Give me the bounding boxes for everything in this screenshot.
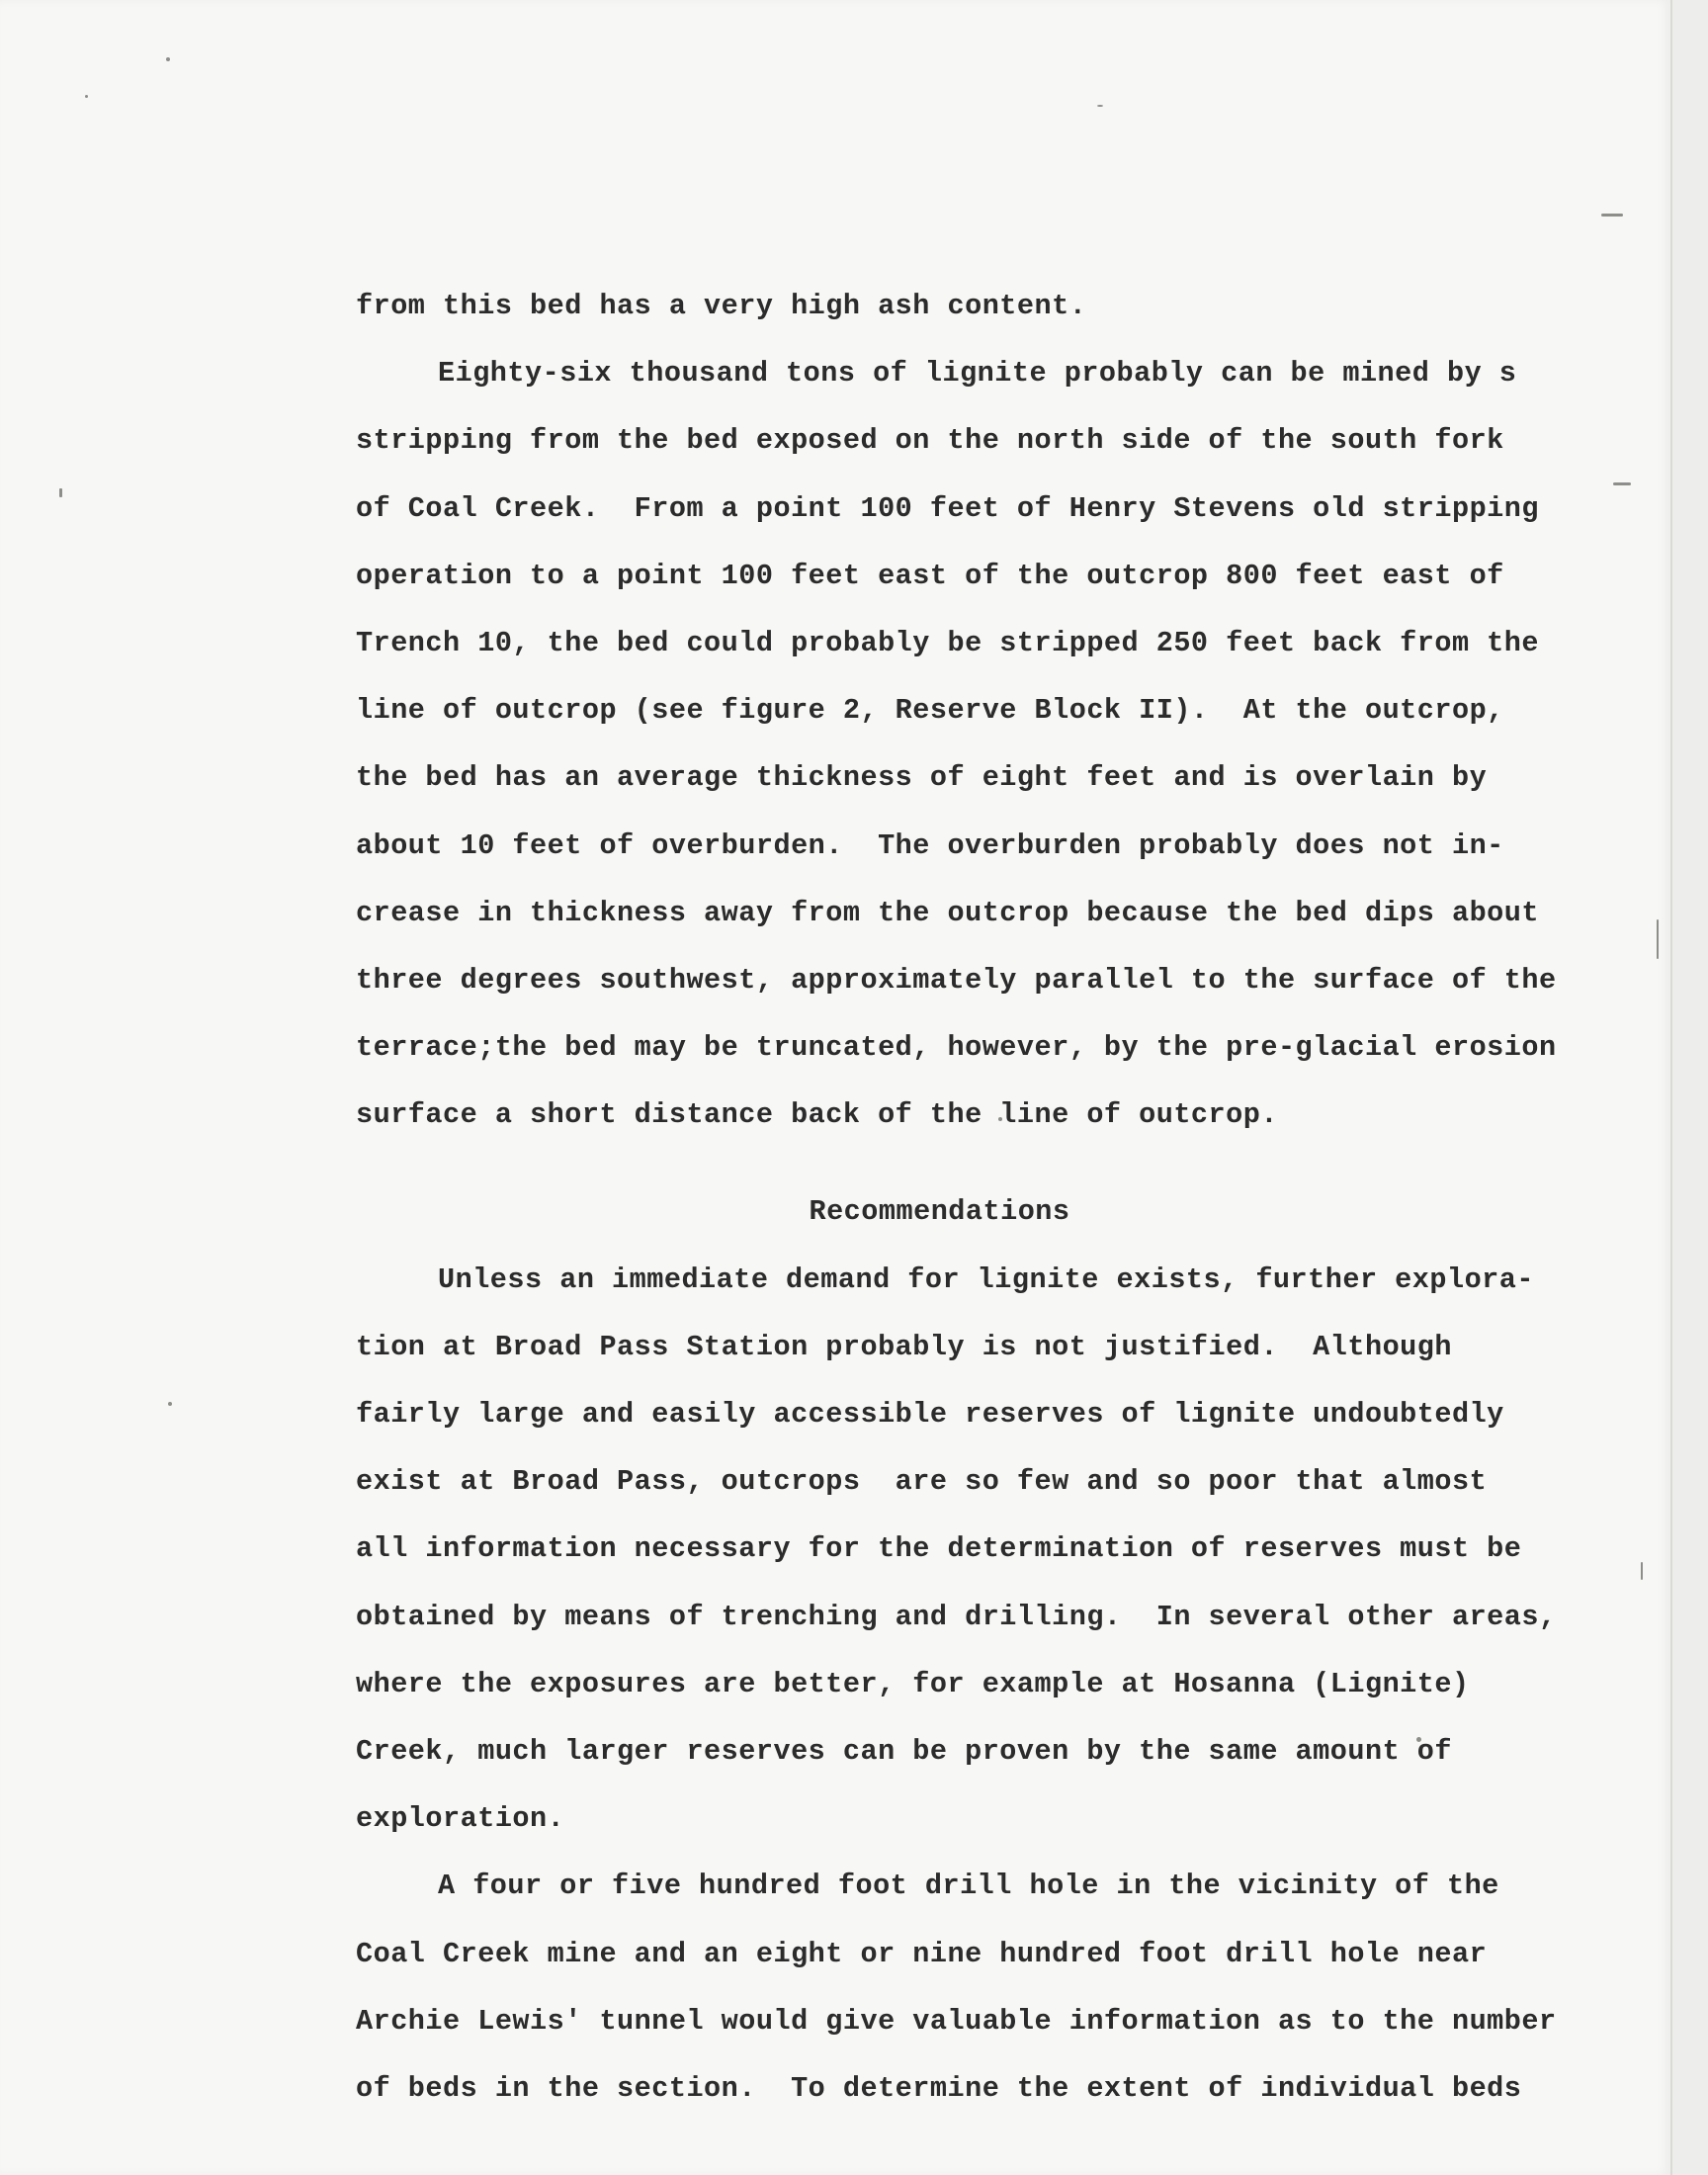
text-line: all information necessary for the determination of reserves must be bbox=[356, 1532, 1522, 1566]
text-line: operation to a point 100 feet east of the outcrop 800 feet east of bbox=[356, 559, 1504, 592]
text-line: Coal Creek mine and an eight or nine hundred foot drill hole near bbox=[356, 1937, 1488, 1970]
text-line: line of outcrop (see figure 2, Reserve Block II). At the outcrop, bbox=[356, 694, 1504, 728]
text-line: Eighty-six thousand tons of lignite probably can be mined by s bbox=[438, 357, 1517, 391]
text-line: from this bed has a very high ash content. bbox=[356, 290, 1087, 322]
text-line: Creek, much larger reserves can be proven by the same amount of bbox=[356, 1734, 1452, 1768]
text-line: Unless an immediate demand for lignite exists, further explora- bbox=[438, 1262, 1534, 1296]
text-line: of Coal Creek. From a point 100 feet of Henry Stevens old stripping bbox=[356, 491, 1539, 525]
text-line: exploration. bbox=[356, 1802, 565, 1836]
text-line: obtained by means of trenching and drilling. In several other areas, bbox=[356, 1600, 1557, 1633]
text-line: Archie Lewis' tunnel would give valuable information as to the number bbox=[356, 2004, 1557, 2038]
text-line: the bed has an average thickness of eight feet and is overlain by bbox=[356, 761, 1488, 795]
text-line: tion at Broad Pass Station probably is not justified. Although bbox=[356, 1330, 1452, 1363]
section-heading: Recommendations bbox=[809, 1195, 1070, 1229]
text-line: three degrees southwest, approximately parallel to the surface of the bbox=[356, 963, 1557, 997]
scan-speck bbox=[1657, 919, 1659, 959]
text-line: about 10 feet of overburden. The overburden probably does not in- bbox=[356, 828, 1504, 862]
text-line: terrace;the bed may be truncated, however, by the pre-glacial erosion bbox=[356, 1031, 1557, 1065]
text-line: of beds in the section. To determine the extent of individual beds bbox=[356, 2071, 1522, 2105]
scan-speck bbox=[85, 95, 88, 98]
scan-speck bbox=[1641, 1562, 1643, 1580]
text-line: A four or five hundred foot drill hole in the vicinity of the bbox=[438, 1870, 1499, 1903]
text-line: stripping from the bed exposed on the north side of the south fork bbox=[356, 424, 1504, 458]
text-line: where the exposures are better, for example at Hosanna (Lignite) bbox=[356, 1667, 1470, 1700]
scan-speck bbox=[168, 1402, 172, 1406]
text-line: Trench 10, the bed could probably be stripped 250 feet back from the bbox=[356, 626, 1539, 659]
scan-speck bbox=[166, 57, 170, 61]
text-line: fairly large and easily accessible reserves of lignite undoubtedly bbox=[356, 1398, 1504, 1431]
scan-speck bbox=[1613, 482, 1631, 485]
scan-speck bbox=[1601, 214, 1623, 217]
text-line: exist at Broad Pass, outcrops are so few and so poor that almost bbox=[356, 1465, 1488, 1499]
document-body bbox=[356, 273, 1557, 2123]
text-line: crease in thickness away from the outcrop because the bed dips about bbox=[356, 896, 1539, 929]
scan-speck bbox=[1097, 105, 1103, 107]
text-line: surface a short distance back of the line of outcrop. bbox=[356, 1098, 1278, 1132]
scan-speck bbox=[59, 488, 62, 497]
